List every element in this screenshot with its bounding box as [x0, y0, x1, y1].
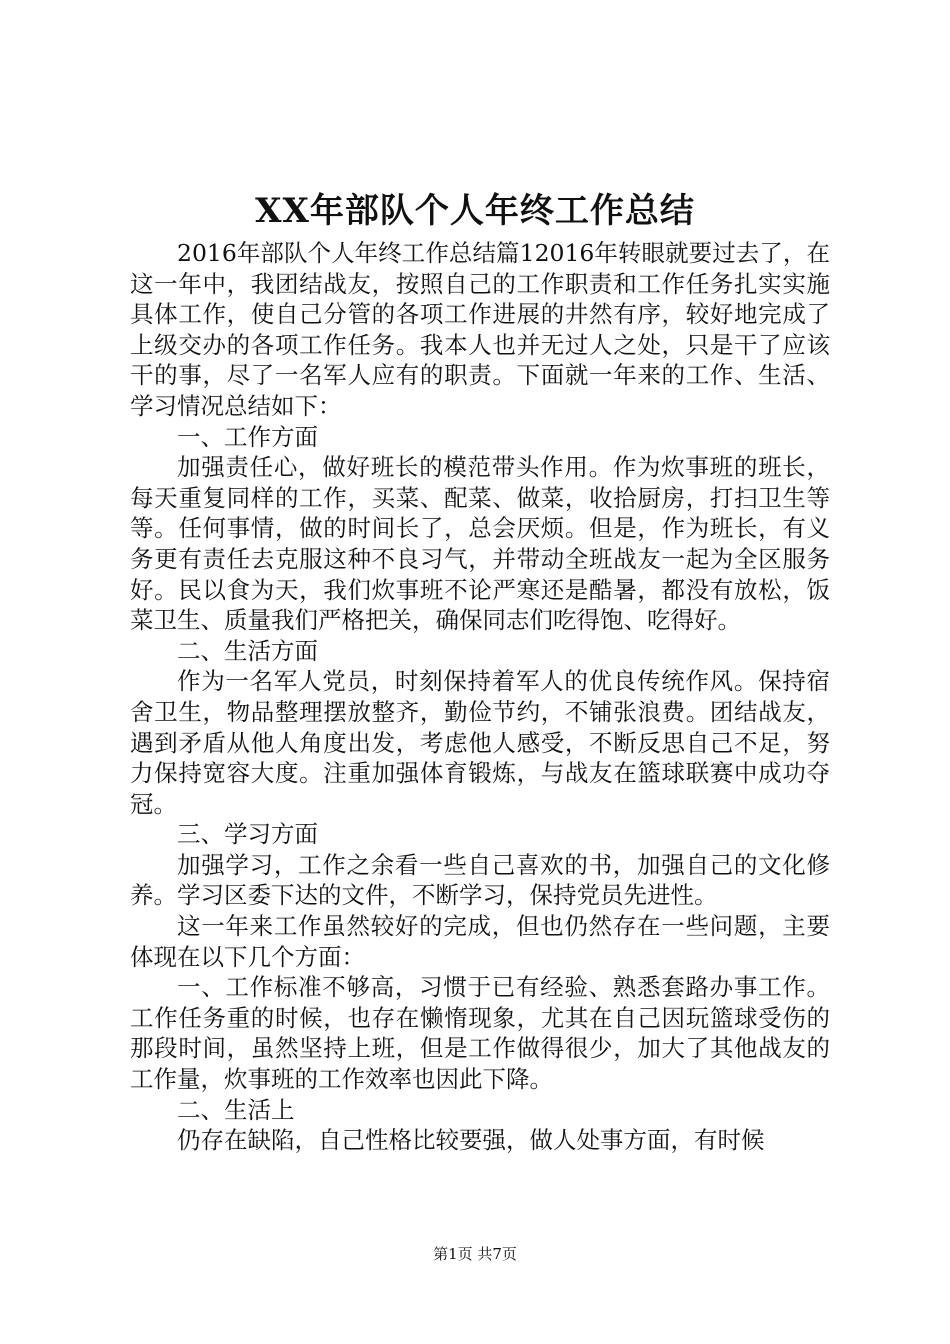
paragraph-intro: 2016年部队个人年终工作总结篇12016年转眼就要过去了，在这一年中，我团结战友，按照自己的工作职责和工作任务扎实实施具体工作，使自己分管的各项工作进展的井然有序，较好地完成了上级交办的各项工作任务。我本人也并无过人之处，只是干了应该干的事，尽了一名军人应有的职责。下面就一年来的工作、生活、学习情况总结如下：	[130, 239, 830, 420]
paragraph-problem-work: 一、工作标准不够高，习惯于已有经验、熟悉套路办事工作。工作任务重的时候，也存在懒惰现象，尤其在自己因玩篮球受伤的那段时间，虽然坚持上班，但是工作做得很少，加大了其他战友的工作量，炊事班的工作效率也因此下降。	[130, 973, 830, 1094]
page-number-footer: 第1页 共7页	[433, 1245, 517, 1263]
heading-life: 二、生活方面	[177, 636, 318, 665]
paragraph-problem-life: 仍存在缺陷，自己性格比较要强，做人处事方面，有时候	[177, 1126, 765, 1155]
paragraph-problems-intro: 这一年来工作虽然较好的完成，但也仍然存在一些问题，主要体现在以下几个方面：	[130, 912, 830, 971]
paragraph-work: 加强责任心，做好班长的模范带头作用。作为炊事班的班长，每天重复同样的工作，买菜、配菜、做菜，收拾厨房，打扫卫生等等。任何事情，做的时间长了，总会厌烦。但是，作为班长，有义务更有责任去克服这种不良习气，并带动全班战友一起为全区服务好。民以食为天，我们炊事班不论严寒还是酷暑，都没有放松，饭菜卫生、质量我们严格把关，确保同志们吃得饱、吃得好。	[130, 453, 830, 635]
paragraph-study: 加强学习，工作之余看一些自己喜欢的书，加强自己的文化修养。学习区委下达的文件，不断学习，保持党员先进性。	[130, 850, 830, 910]
heading-work: 一、工作方面	[177, 422, 318, 451]
heading-study: 三、学习方面	[177, 820, 318, 849]
document-title: XX年部队个人年终工作总结	[255, 191, 695, 231]
paragraph-life: 作为一名军人党员，时刻保持着军人的优良传统作风。保持宿舍卫生，物品整理摆放整齐，勤俭节约，不铺张浪费。团结战友，遇到矛盾从他人角度出发，考虑他人感受，不断反思自己不足，努力保持宽容大度。注重加强体育锻炼，与战友在篮球联赛中成功夺冠。	[130, 667, 830, 818]
heading-problem-life: 二、生活上	[177, 1095, 295, 1124]
document-body	[130, 238, 830, 1156]
